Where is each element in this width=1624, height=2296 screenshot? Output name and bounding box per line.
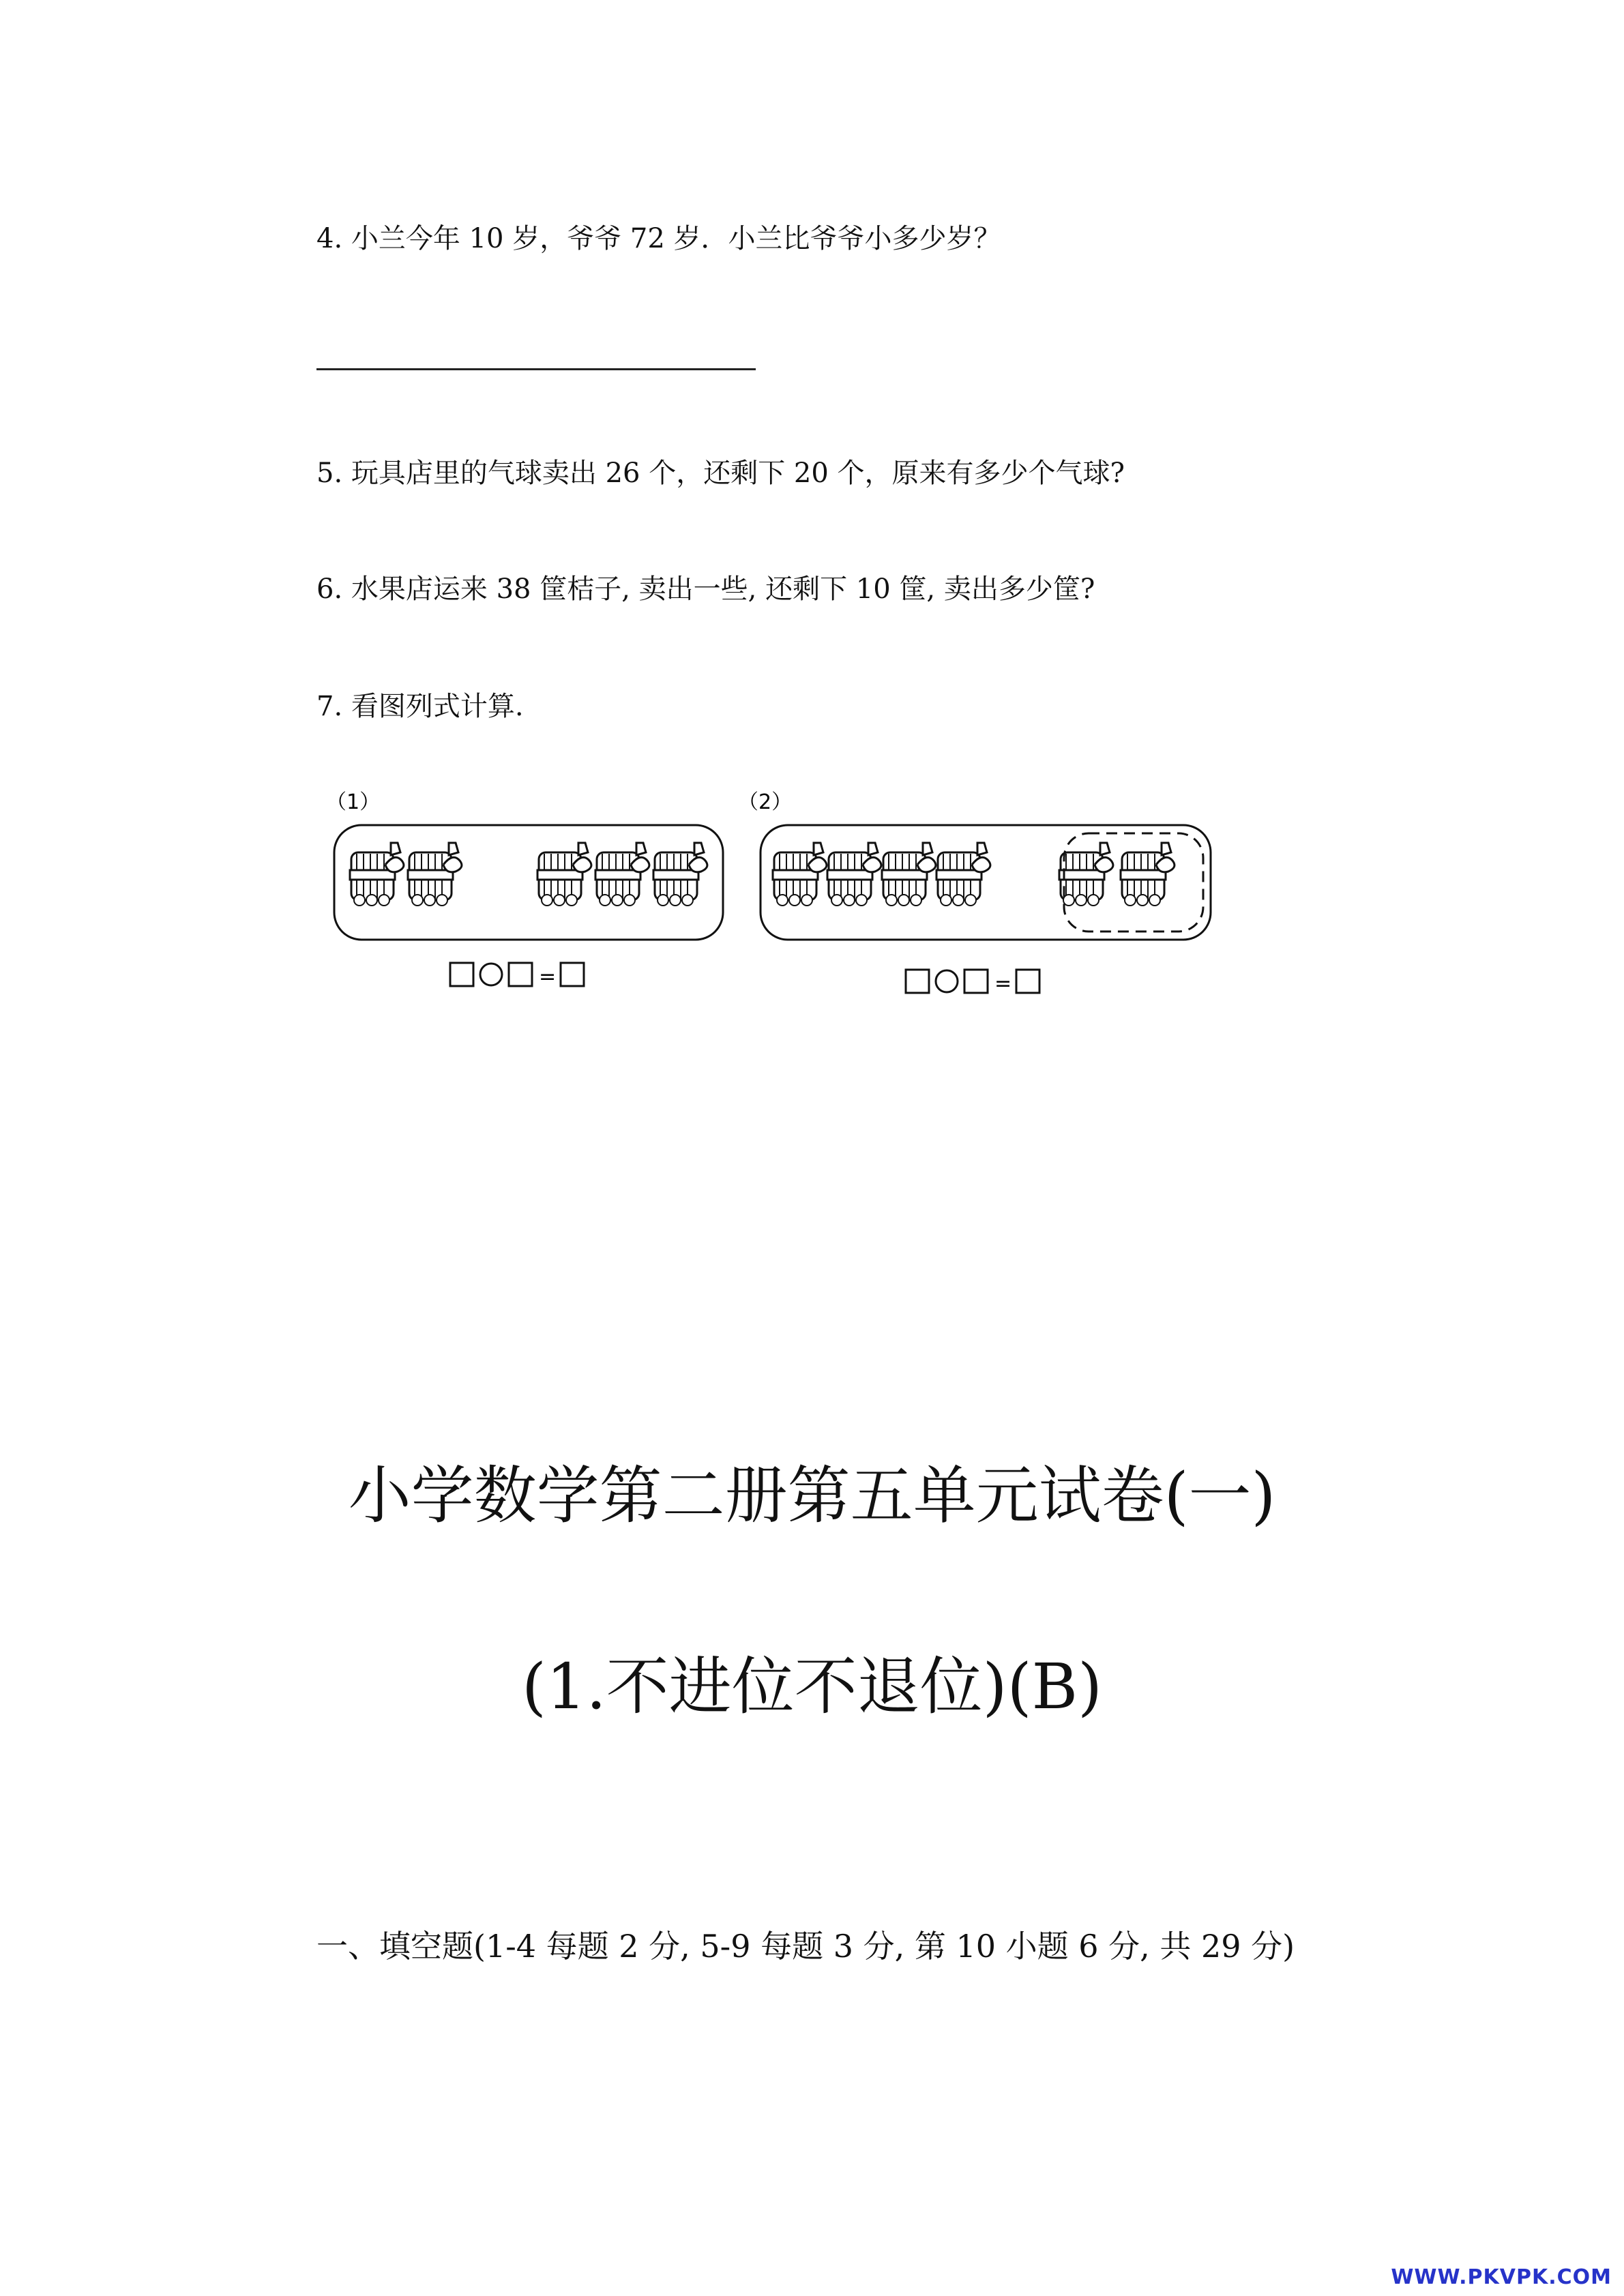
- question-6: 6. 水果店运来 38 筐桔子, 卖出一些, 还剩下 10 筐, 卖出多少筐?: [316, 573, 1095, 605]
- question-5: 5. 玩具店里的气球卖出 26 个，还剩下 20 个，原来有多少个气球?: [316, 458, 1125, 489]
- panel1-label: （1）: [326, 790, 381, 814]
- question-4: 4. 小兰今年 10 岁，爷爷 72 岁．小兰比爷爷小多少岁？: [316, 223, 1001, 254]
- answer-line: [316, 368, 756, 370]
- question-7: 7. 看图列式计算.: [316, 691, 524, 722]
- section-1-heading: 一、填空题(1-4 每题 2 分, 5-9 每题 3 分, 第 10 小题 6 分, 共 29 分): [316, 1928, 1295, 1965]
- bundle-figure: [321, 784, 1228, 1016]
- equation-1: [450, 963, 584, 989]
- svg-text:=: =: [994, 972, 1012, 996]
- panel2-bundles: [773, 843, 1175, 906]
- panel2-label: （2）: [738, 790, 793, 814]
- panel1-bundles: [350, 843, 707, 906]
- svg-text:=: =: [539, 965, 557, 989]
- title-line-2: (1.不进位不退位)(B): [522, 1650, 1102, 1723]
- title-line-1: 小学数学第二册第五单元试卷(一): [348, 1459, 1276, 1532]
- footer-watermark: WWW.PKVPK.COM: [1391, 2265, 1612, 2289]
- equation-2: [906, 970, 1039, 996]
